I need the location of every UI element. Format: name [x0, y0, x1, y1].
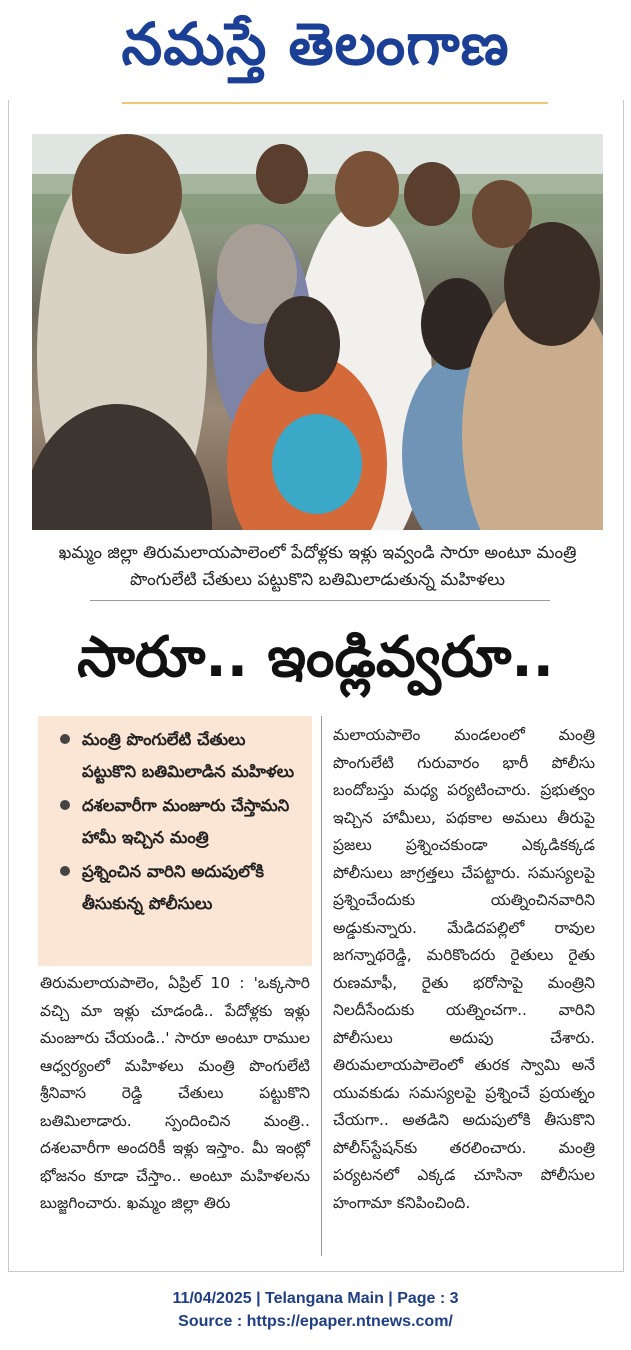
newspaper-masthead: నమస్తే తెలంగాణ	[121, 10, 510, 78]
article-body-left-column	[40, 970, 310, 1218]
caption-rule	[90, 600, 550, 601]
article-paragraph: తిరుమలాయపాలెం, ఏప్రిల్ 10 : 'ఒక్కసారి వచ్చి మా ఇళ్లు చూడండి.. పేదోళ్లకు ఇళ్లు మంజూరు చేయండి..' సారూ అంటూ రాముల ఆధ్వర్యంలో మహిళలు మంత్రి పొంగులేటి శ్రీనివాస రెడ్డి చేతులు పట్టుకొని బతిమిలాడారు. స్పందించిన మంత్రి.. దశలవారీగా అందరికీ ఇళ్లు ఇస్తాం. మీ ఇంట్లో భోజనం కూడా చేస్తాం.. అంటూ మహిళలను బుజ్జగించారు. ఖమ్మం జిల్లా తిరు	[40, 974, 310, 1212]
bullet-icon	[60, 866, 70, 876]
article-body-right-column	[333, 722, 595, 1217]
crowd-photo-illustration	[32, 134, 603, 530]
highlight-text: మంత్రి పొంగులేటి చేతులు పట్టుకొని బతిమిలాడిన మహిళలు	[82, 730, 295, 781]
column-divider	[321, 716, 322, 1256]
highlight-item	[58, 724, 304, 788]
article-paragraph: మలాయపాలెం మండలంలో మంత్రి పొంగులేటి గురువారం భారీ పోలీసు బందోబస్తు మధ్య పర్యటించారు. ప్రభుత్వం ఇచ్చిన హామీలు, పథకాల అమలు తీరుపై ప్రజలు ప్రశ్నించకుండా ఎక్కడికక్కడ పోలీసులు జాగ్రత్తలు చేపట్టారు. సమస్యలపై ప్రశ్నించేందుకు యత్నించినవారిని అడ్డుకున్నారు. మేడిదపల్లిలో రావుల జగన్నాథరెడ్డి, మరికొందరు రైతులు రైతు రుణమాఫీ, రైతు భరోసాపై మంత్రిని నిలదీసేందుకు యత్నించగా.. వారిని పోలీసులు అదుపు చేశారు. తిరుమలాయపాలెంలో తురక స్వామి అనే యువకుడు సమస్యలపై ప్రశ్నించే ప్రయత్నం చేయగా.. అతడిని అదుపులోకి తీసుకొని పోలీస్‌స్టేషన్‌కు తరలించారు. మంత్రి పర్యటనలో ఎక్కడ చూసినా పోలీసుల హంగామా కనిపించింది.	[333, 726, 595, 1212]
bullet-icon	[60, 800, 70, 810]
news-photo	[32, 134, 603, 530]
masthead-rule	[122, 102, 548, 104]
highlight-text: దశలవారీగా మంజూరు చేస్తామని హామీ ఇచ్చిన మంత్రి	[82, 796, 290, 847]
highlight-text: ప్రశ్నించిన వారిని అదుపులోకి తీసుకున్న పోలీసులు	[82, 862, 264, 913]
photo-caption: ఖమ్మం జిల్లా తిరుమలాయపాలెంలో పేదోళ్లకు ఇళ్లు ఇవ్వండి సారూ అంటూ మంత్రి పొంగులేటి చేతులు పట్టుకొని బతిమిలాడుతున్న మహిళలు	[58, 543, 577, 590]
highlights-box	[38, 716, 312, 966]
bullet-icon	[60, 734, 70, 744]
source-link[interactable]: Source : https://epaper.ntnews.com/	[178, 1313, 453, 1330]
highlight-item	[58, 856, 304, 920]
article-headline: సారూ.. ఇండ్లివ్వరూ..	[77, 625, 554, 690]
edition-info: 11/04/2025 | Telangana Main | Page : 3	[172, 1290, 459, 1307]
highlight-item	[58, 790, 304, 854]
